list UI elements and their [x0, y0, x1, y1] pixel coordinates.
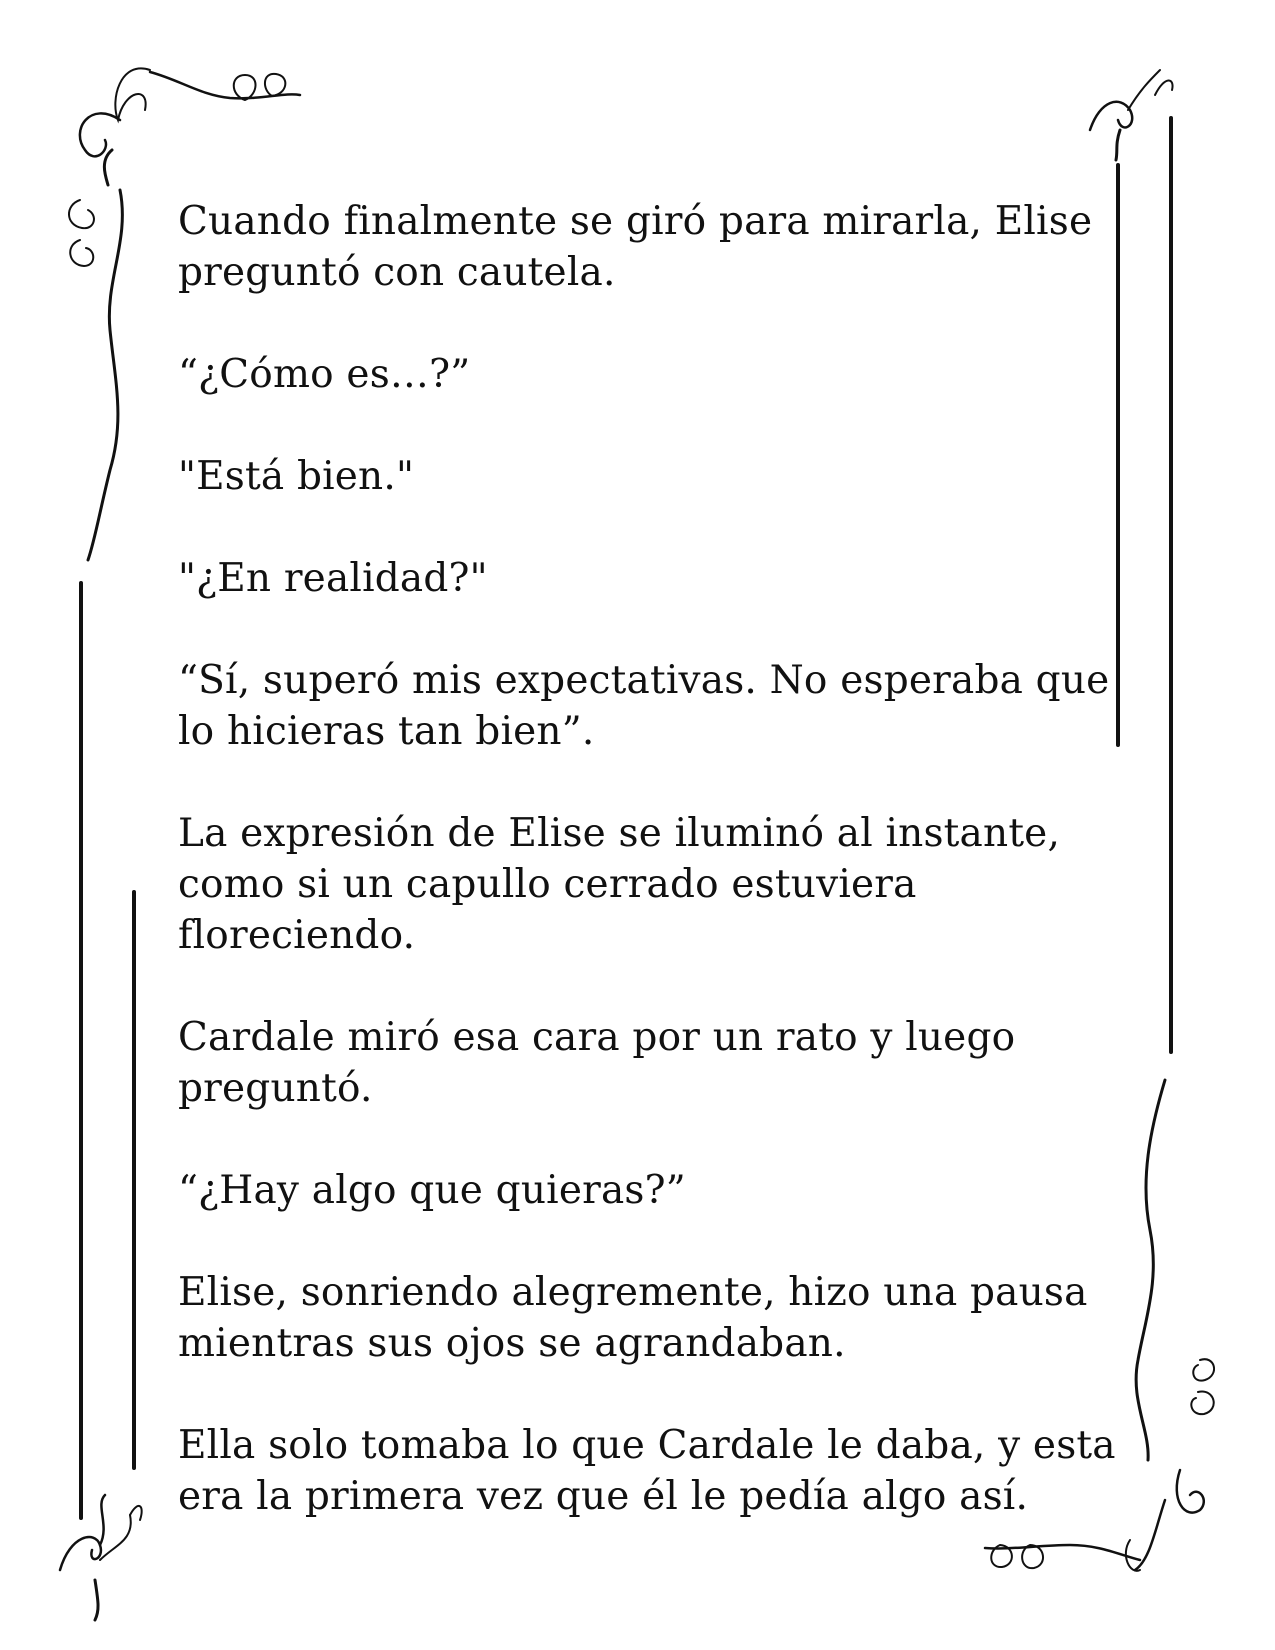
story-text — [178, 196, 1118, 1522]
text-line: "¿En realidad?" — [178, 556, 488, 601]
paragraph — [178, 451, 1118, 502]
paragraph — [178, 349, 1118, 400]
flourish-top-right-icon — [1090, 70, 1173, 160]
text-line: “¿Cómo es…?” — [178, 352, 471, 397]
text-line: mientras sus ojos se agrandaban. — [178, 1321, 846, 1366]
paragraph — [178, 1420, 1118, 1522]
paragraph — [178, 553, 1118, 604]
text-line: preguntó. — [178, 1066, 373, 1111]
text-line: preguntó con cautela. — [178, 250, 616, 295]
text-line: Cuando finalmente se giró para mirarla, Elise — [178, 199, 1093, 244]
text-line: “Sí, superó mis expectativas. No esperaba que — [178, 658, 1110, 703]
text-line: lo hicieras tan bien”. — [178, 709, 595, 754]
text-line: Cardale miró esa cara por un rato y luego — [178, 1015, 1016, 1060]
text-line: “¿Hay algo que quieras?” — [178, 1168, 686, 1213]
text-line: La expresión de Elise se iluminó al instante, — [178, 811, 1061, 856]
text-line: floreciendo. — [178, 913, 416, 958]
text-line: Ella solo tomaba lo que Cardale le daba, y esta — [178, 1423, 1116, 1468]
paragraph — [178, 808, 1118, 961]
paragraph — [178, 1165, 1118, 1216]
text-line: "Está bien." — [178, 454, 415, 499]
paragraph — [178, 196, 1118, 298]
text-line: Elise, sonriendo alegremente, hizo una pausa — [178, 1270, 1088, 1315]
flourish-bottom-left-icon — [60, 1495, 142, 1620]
text-line: era la primera vez que él le pedía algo así. — [178, 1474, 1029, 1519]
paragraph — [178, 655, 1118, 757]
paragraph — [178, 1267, 1118, 1369]
paragraph — [178, 1012, 1118, 1114]
text-line: como si un capullo cerrado estuviera — [178, 862, 917, 907]
